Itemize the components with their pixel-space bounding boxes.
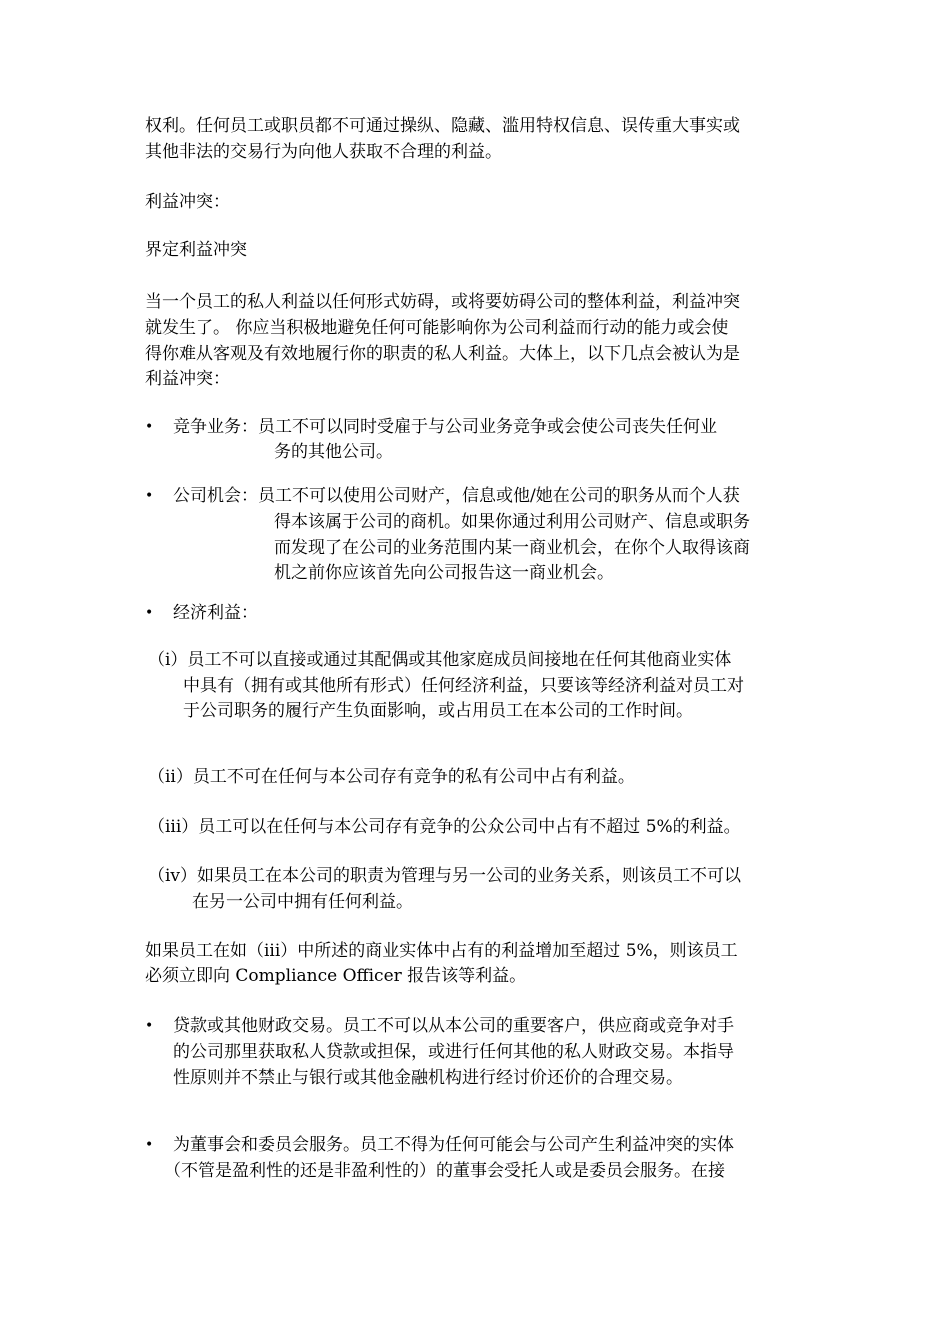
list-item-continuation: 在另一公司中拥有任何利益。	[192, 892, 413, 912]
subsection-heading: 界定利益冲突	[145, 240, 247, 260]
section-heading: 利益冲突：	[145, 192, 230, 212]
bullet-marker: •	[145, 419, 154, 435]
bullet-item-loans: 贷款或其他财政交易。员工不可以从本公司的重要客户，供应商或竞争对手	[173, 1016, 734, 1036]
bullet-item-continuation: （不管是盈利性的还是非盈利性的）的董事会受托人或是委员会服务。在接	[164, 1161, 725, 1181]
bullet-item-continuation: 的公司那里获取私人贷款或担保，或进行任何其他的私人财政交易。本指导	[173, 1042, 734, 1062]
bullet-item-board-service: 为董事会和委员会服务。员工不得为任何可能会与公司产生利益冲突的实体	[173, 1135, 734, 1155]
bullet-marker: •	[145, 1137, 154, 1153]
list-item-continuation: 于公司职务的履行产生负面影响，或占用员工在本公司的工作时间。	[183, 701, 693, 721]
list-item-i: （i）员工不可以直接或通过其配偶或其他家庭成员间接地在任何其他商业实体	[148, 650, 732, 670]
bullet-item-economic-interest: 经济利益：	[173, 603, 258, 623]
paragraph-line: 权利。任何员工或职员都不可通过操纵、隐藏、滥用特权信息、误传重大事实或	[145, 116, 740, 136]
paragraph-line: 利益冲突：	[145, 369, 230, 389]
bullet-item-continuation: 而发现了在公司的业务范围内某一商业机会，在你个人取得该商	[274, 538, 750, 558]
list-item-iv: （iv）如果员工在本公司的职责为管理与另一公司的业务关系，则该员工不可以	[148, 866, 742, 886]
list-item-continuation: 中具有（拥有或其他所有形式）任何经济利益，只要该等经济利益对员工对	[183, 676, 744, 696]
paragraph-line: 其他非法的交易行为向他人获取不合理的利益。	[145, 142, 502, 162]
bullet-item-continuation: 务的其他公司。	[274, 442, 393, 462]
bullet-item-competing-business: 竞争业务：员工不可以同时受雇于与公司业务竞争或会使公司丧失任何业	[173, 417, 717, 437]
bullet-item-continuation: 得本该属于公司的商机。如果你通过利用公司财产、信息或职务	[274, 512, 750, 532]
paragraph-line: 当一个员工的私人利益以任何形式妨碍，或将要妨碍公司的整体利益，利益冲突	[145, 292, 740, 312]
list-item-ii: （ii）员工不可在任何与本公司存有竞争的私有公司中占有利益。	[148, 767, 635, 787]
bullet-marker: •	[145, 488, 154, 504]
bullet-marker: •	[145, 1018, 154, 1034]
paragraph-line: 必须立即向 Compliance Officer 报告该等利益。	[145, 966, 527, 986]
bullet-item-continuation: 机之前你应该首先向公司报告这一商业机会。	[274, 563, 614, 583]
paragraph-line: 就发生了。 你应当积极地避免任何可能影响你为公司利益而行动的能力或会使	[145, 318, 729, 338]
bullet-item-company-opportunity: 公司机会：员工不可以使用公司财产，信息或他/她在公司的职务从而个人获	[173, 486, 740, 506]
paragraph-line: 如果员工在如（iii）中所述的商业实体中占有的利益增加至超过 5%，则该员工	[145, 941, 738, 961]
list-item-iii: （iii）员工可以在任何与本公司存有竞争的公众公司中占有不超过 5%的利益。	[148, 817, 741, 837]
bullet-item-continuation: 性原则并不禁止与银行或其他金融机构进行经讨价还价的合理交易。	[173, 1068, 683, 1088]
bullet-marker: •	[145, 605, 154, 621]
paragraph-line: 得你难从客观及有效地履行你的职责的私人利益。大体上，以下几点会被认为是	[145, 344, 740, 364]
